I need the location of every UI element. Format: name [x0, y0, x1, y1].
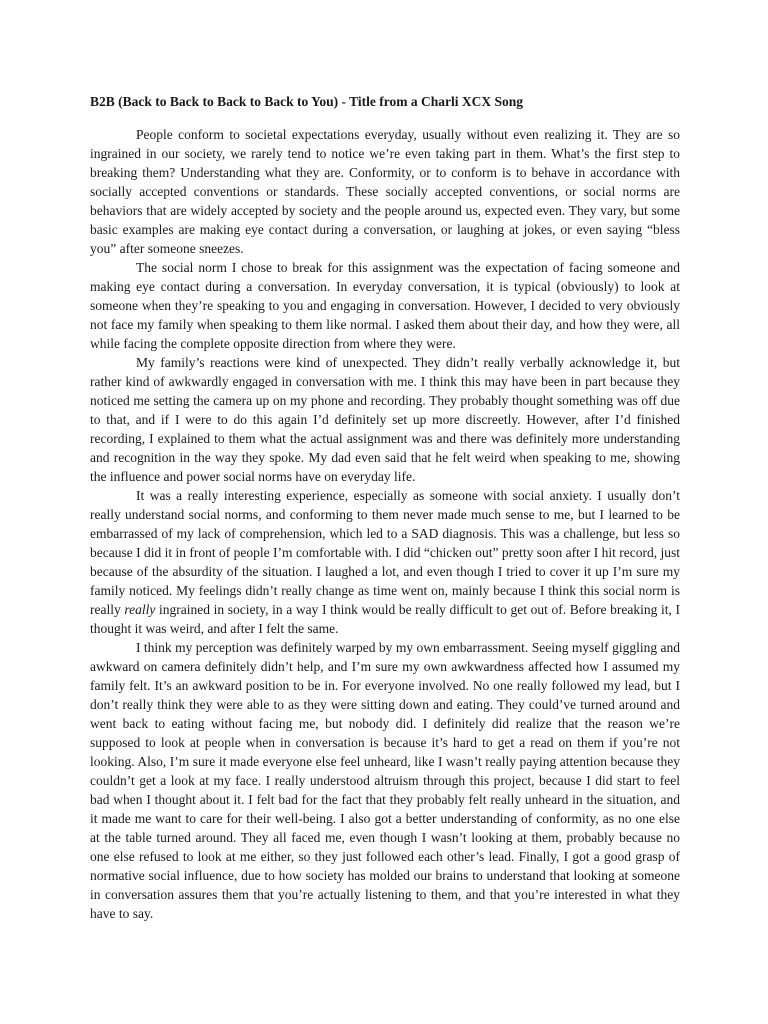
paragraph-3: My family’s reactions were kind of unexpected. They didn’t really verbally acknowledge it, but rather kind of awkwardly engaged in conversation with me. I think this may have been in part because they noticed me setting the camera up on my phone and recording. They probably thought something was off due to that, and if I were to do this again I’d definitely set up more discreetly. However, after I’d finished recording, I explained to them what the actual assignment was and there was definitely more understanding and recognition in the way they spoke. My dad even said that he felt weird when speaking to me, showing the influence and power social norms have on everyday life. [90, 355, 680, 484]
document-page [90, 92, 680, 923]
paragraph-4-emphasis: really [124, 602, 156, 617]
paragraph-4-text-after: ingrained in society, in a way I think would be really difficult to get out of. Before breaking it, I thought it was weird, and after I felt the same. [90, 602, 680, 636]
document-title: B2B (Back to Back to Back to Back to You) - Title from a Charli XCX Song [90, 94, 524, 109]
paragraph-4-text-before: It was a really interesting experience, especially as someone with social anxiety. I usually don’t really understand social norms, and conforming to them never made much sense to me, but I learned to be embarrassed of my lack of comprehension, which led to a SAD diagnosis. This was a challenge, but less so because I did it in front of people I’m comfortable with. I did “chicken out” pretty soon after I hit record, just because of the absurdity of the situation. I laughed a lot, and even though I tried to cover it up I’m sure my family noticed. My feelings didn’t really change as time went on, mainly because I think this social norm is really [90, 488, 680, 617]
paragraph-4 [90, 486, 680, 638]
paragraph-1: People conform to societal expectations everyday, usually without even realizing it. They are so ingrained in our society, we rarely tend to notice we’re even taking part in them. What’s the first step to breaking them? Understanding what they are. Conformity, or to conform is to behave in accordance with socially accepted conventions or standards. These socially accepted conventions, or social norms are behaviors that are widely accepted by society and the people around us, expected even. They vary, but some basic examples are making eye contact during a conversation, or laughing at jokes, or even saying “bless you” after someone sneezes. [90, 127, 680, 256]
paragraph-5: I think my perception was definitely warped by my own embarrassment. Seeing myself giggling and awkward on camera definitely didn’t help, and I’m sure my own awkwardness affected how I assumed my family felt. It’s an awkward position to be in. For everyone involved. No one really followed my lead, but I don’t really think they were able to as they were sitting down and eating. They could’ve turned around and went back to eating without facing me, but nobody did. I definitely did realize that the reason we’re supposed to look at people when in conversation is because it’s hard to get a read on them if you’re not looking. Also, I’m sure it made everyone else feel unheard, like I wasn’t really paying attention because they couldn’t get a look at my face. I really understood altruism through this project, because I did start to feel bad when I thought about it. I felt bad for the fact that they probably felt really unheard in the situation, and it made me want to care for their well-being. I also got a better understanding of conformity, as no one else at the table turned around. They all faced me, even though I wasn’t looking at them, probably because no one else refused to look at me either, so they just followed each other’s lead. Finally, I got a good grasp of normative social influence, due to how society has molded our brains to understand that looking at someone in conversation assures them that you’re actually listening to them, and that you’re interested in what they have to say. [90, 640, 680, 921]
paragraph-2: The social norm I chose to break for this assignment was the expectation of facing someone and making eye contact during a conversation. In everyday conversation, it is typical (obviously) to look at someone when they’re speaking to you and engaging in conversation. However, I decided to very obviously not face my family when speaking to them like normal. I asked them about their day, and how they were, all while facing the complete opposite direction from where they were. [90, 260, 680, 351]
